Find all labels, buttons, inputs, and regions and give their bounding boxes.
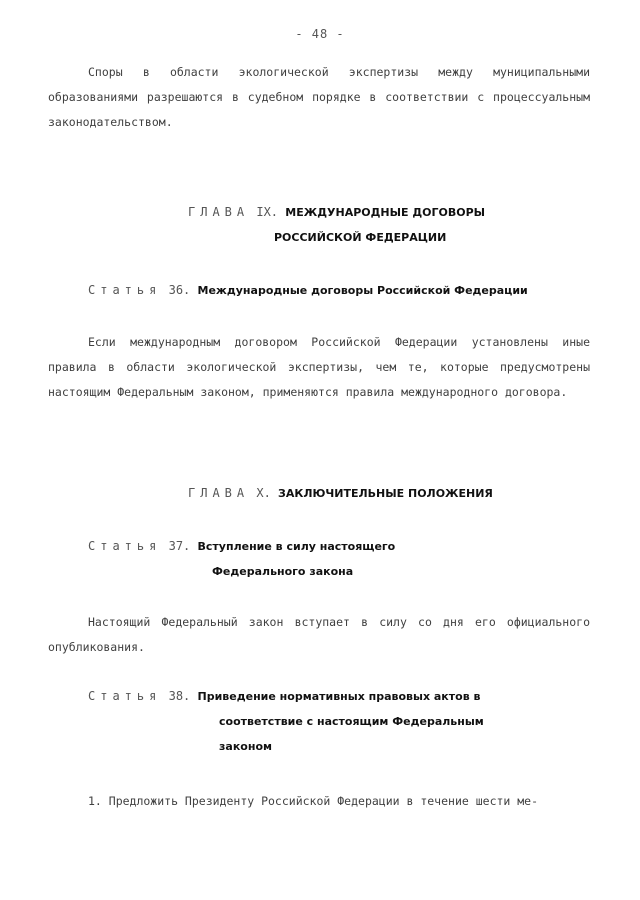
article-37-title-line1: Вступление в силу настоящего: [197, 540, 396, 553]
article-38-heading-line2: [219, 714, 484, 728]
article-36-number: 36.: [168, 283, 191, 297]
article-38-number: 38.: [168, 689, 191, 703]
article-38-title-line2: соответствие с настоящим Федеральным: [219, 715, 484, 728]
article-36-heading: [88, 283, 528, 297]
article-38-heading-line3: [219, 739, 272, 753]
article-36-label: Статья: [88, 283, 162, 297]
article-38-heading: [88, 689, 480, 703]
chapter-10-label: ГЛАВА: [188, 486, 250, 500]
article-38-text: 1. Предложить Президенту Российской Федерации в течение шести ме-: [88, 794, 539, 808]
chapter-10-title: ЗАКЛЮЧИТЕЛЬНЫЕ ПОЛОЖЕНИЯ: [278, 487, 493, 500]
article-38-label: Статья: [88, 689, 162, 703]
article-37-text: Настоящий Федеральный закон вступает в силу со дня его официального опубликования.: [48, 615, 590, 654]
chapter-9-title-line2: РОССИЙСКОЙ ФЕДЕРАЦИИ: [274, 231, 447, 244]
article-36-text: Если международным договором Российской Федерации установлены иные правила в области экологической экспертизы, чем те, которые предусмотрены настоящим Федеральным законом, применяются правила международного договора.: [48, 335, 590, 399]
intro-paragraph: Споры в области экологической экспертизы между муниципальными образованиями разрешаются в судебном порядке в соответствии с процессуальным законодательством.: [48, 65, 590, 129]
article-37-heading: [88, 539, 395, 553]
article-36-title: Международные договоры Российской Федерации: [197, 284, 528, 297]
chapter-10-number: X.: [256, 486, 271, 500]
article-37-heading-line2: [212, 564, 353, 578]
article-37-number: 37.: [168, 539, 191, 553]
chapter-9-title-line1: МЕЖДУНАРОДНЫЕ ДОГОВОРЫ: [285, 206, 486, 219]
page-number: - 48 -: [295, 27, 345, 41]
chapter-10-heading: [188, 486, 493, 500]
article-37-title-line2: Федерального закона: [212, 565, 354, 578]
article-38-title-line3: законом: [219, 740, 272, 753]
chapter-9-label: ГЛАВА: [188, 205, 250, 219]
chapter-9-number: IX.: [256, 205, 279, 219]
chapter-9-heading: [188, 205, 485, 219]
article-38-title-line1: Приведение нормативных правовых актов в: [197, 690, 481, 703]
article-37-label: Статья: [88, 539, 162, 553]
chapter-9-heading-line2: [274, 230, 446, 244]
